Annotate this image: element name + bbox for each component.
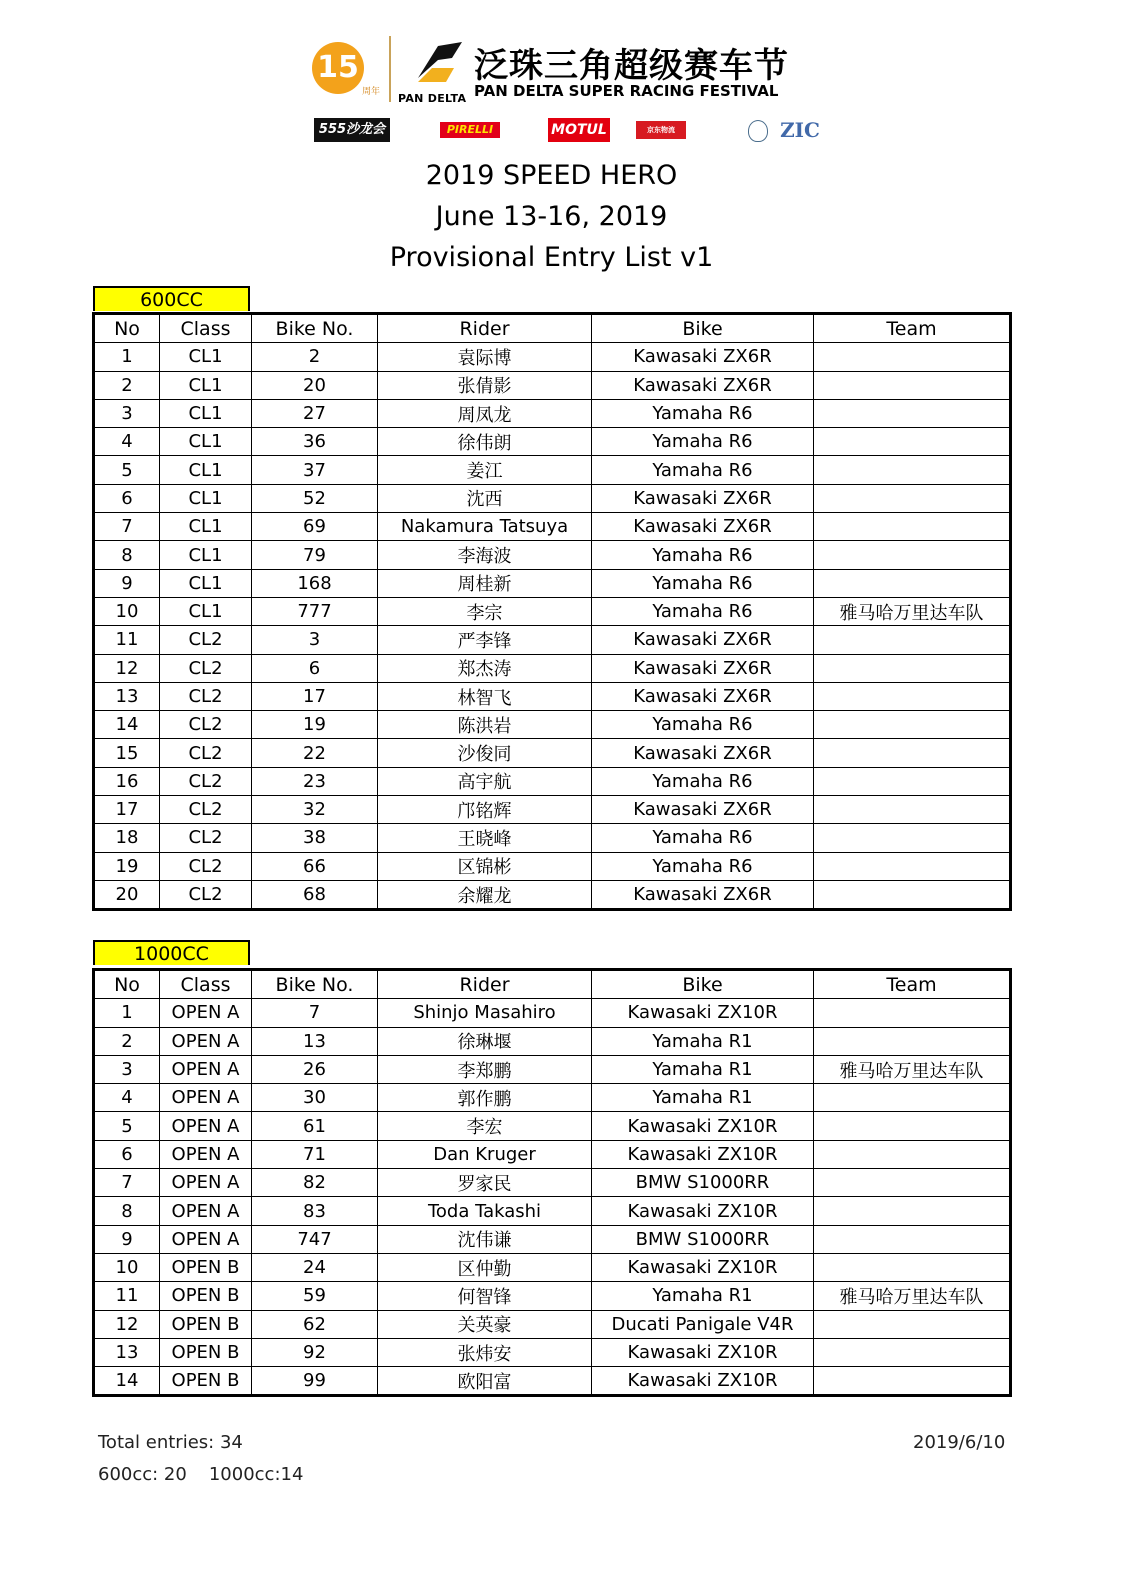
cell-team — [814, 1197, 1011, 1225]
cell-bike: Kawasaki ZX6R — [592, 484, 814, 512]
cell-no: 2 — [94, 371, 160, 399]
cell-rider: 严李锋 — [378, 626, 592, 654]
column-header-bike-no: Bike No. — [252, 970, 378, 999]
cell-no: 8 — [94, 1197, 160, 1225]
cell-team — [814, 456, 1011, 484]
cell-bike-no: 13 — [252, 1027, 378, 1055]
cell-no: 10 — [94, 597, 160, 625]
cell-class: OPEN A — [160, 1197, 252, 1225]
cell-team — [814, 1367, 1011, 1396]
cell-rider: 李郑鹏 — [378, 1055, 592, 1083]
cell-bike-no: 23 — [252, 767, 378, 795]
cell-team — [814, 513, 1011, 541]
cell-bike: Kawasaki ZX10R — [592, 1197, 814, 1225]
cell-no: 9 — [94, 569, 160, 597]
cell-rider: 姜江 — [378, 456, 592, 484]
pan-delta-logo — [398, 38, 466, 108]
cell-rider: 罗家民 — [378, 1169, 592, 1197]
cell-rider: 林智飞 — [378, 682, 592, 710]
cell-rider: 区锦彬 — [378, 852, 592, 880]
cell-class: OPEN A — [160, 1084, 252, 1112]
cell-no: 9 — [94, 1225, 160, 1253]
cell-rider: 李宗 — [378, 597, 592, 625]
cell-class: OPEN A — [160, 1225, 252, 1253]
cell-bike-no: 68 — [252, 880, 378, 909]
cell-bike-no: 168 — [252, 569, 378, 597]
cell-rider: 郭作鹏 — [378, 1084, 592, 1112]
column-header-team: Team — [814, 970, 1011, 999]
cell-team: 雅马哈万里达车队 — [814, 597, 1011, 625]
cell-team — [814, 371, 1011, 399]
cell-bike: Kawasaki ZX10R — [592, 1112, 814, 1140]
table-row — [94, 880, 1011, 909]
cell-no: 8 — [94, 541, 160, 569]
table-row — [94, 654, 1011, 682]
cell-class: CL1 — [160, 513, 252, 541]
table-header-row — [94, 314, 1011, 343]
cell-team — [814, 852, 1011, 880]
sponsor-555-logo: 555沙龙会 — [314, 118, 390, 142]
emblem-icon — [748, 120, 768, 142]
column-header-class: Class — [160, 970, 252, 999]
cell-bike: Kawasaki ZX6R — [592, 513, 814, 541]
cell-class: OPEN A — [160, 1055, 252, 1083]
cell-no: 12 — [94, 654, 160, 682]
cell-no: 20 — [94, 880, 160, 909]
cell-bike-no: 2 — [252, 343, 378, 371]
cell-no: 2 — [94, 1027, 160, 1055]
cell-class: OPEN A — [160, 999, 252, 1027]
cell-no: 5 — [94, 456, 160, 484]
cell-no: 7 — [94, 1169, 160, 1197]
cell-rider: Dan Kruger — [378, 1140, 592, 1168]
cell-team — [814, 1112, 1011, 1140]
cell-rider: 徐伟朗 — [378, 428, 592, 456]
table-body-600cc — [94, 343, 1011, 910]
cell-bike: Kawasaki ZX10R — [592, 1253, 814, 1281]
cell-rider: 沙俊同 — [378, 739, 592, 767]
cell-bike-no: 24 — [252, 1253, 378, 1281]
table-row — [94, 1282, 1011, 1310]
cell-rider: 王晓峰 — [378, 824, 592, 852]
cell-team — [814, 1084, 1011, 1112]
cell-bike-no: 3 — [252, 626, 378, 654]
cell-class: CL2 — [160, 626, 252, 654]
cell-bike: Kawasaki ZX6R — [592, 343, 814, 371]
cell-class: CL1 — [160, 428, 252, 456]
cell-bike-no: 36 — [252, 428, 378, 456]
cell-bike-no: 30 — [252, 1084, 378, 1112]
anniversary-number: 15 — [312, 42, 364, 94]
cell-team — [814, 569, 1011, 597]
cell-class: CL2 — [160, 852, 252, 880]
count-1000cc: 1000cc:14 — [208, 1464, 304, 1485]
cell-class: CL2 — [160, 796, 252, 824]
total-entries: Total entries: 34 — [98, 1432, 243, 1453]
cell-no: 6 — [94, 1140, 160, 1168]
cell-bike-no: 27 — [252, 399, 378, 427]
cell-rider: 李宏 — [378, 1112, 592, 1140]
table-row — [94, 711, 1011, 739]
table-header-row — [94, 970, 1011, 999]
cell-team — [814, 626, 1011, 654]
table-row — [94, 1338, 1011, 1366]
cell-bike-no: 83 — [252, 1197, 378, 1225]
table-row — [94, 1027, 1011, 1055]
cell-rider: 邝铭辉 — [378, 796, 592, 824]
cell-no: 19 — [94, 852, 160, 880]
cell-class: CL1 — [160, 569, 252, 597]
cell-no: 7 — [94, 513, 160, 541]
table-row — [94, 343, 1011, 371]
cell-rider: 区仲勤 — [378, 1253, 592, 1281]
cell-team — [814, 1027, 1011, 1055]
event-dates: June 13-16, 2019 — [435, 201, 668, 232]
cell-no: 4 — [94, 1084, 160, 1112]
table-row — [94, 513, 1011, 541]
cell-bike: BMW S1000RR — [592, 1169, 814, 1197]
table-row — [94, 1253, 1011, 1281]
cell-bike: Yamaha R6 — [592, 456, 814, 484]
cell-rider: 袁际博 — [378, 343, 592, 371]
column-header-no: No — [94, 314, 160, 343]
festival-title-cn: 泛珠三角超级赛车节 — [474, 46, 789, 86]
cell-bike-no: 52 — [252, 484, 378, 512]
cell-rider: 沈西 — [378, 484, 592, 512]
cell-team — [814, 824, 1011, 852]
cell-team — [814, 399, 1011, 427]
cell-class: CL2 — [160, 739, 252, 767]
table-row — [94, 569, 1011, 597]
cell-team — [814, 711, 1011, 739]
cell-bike: Yamaha R1 — [592, 1055, 814, 1083]
cell-rider: 余耀龙 — [378, 880, 592, 909]
cell-bike-no: 26 — [252, 1055, 378, 1083]
cell-no: 3 — [94, 399, 160, 427]
table-row — [94, 682, 1011, 710]
cell-bike-no: 69 — [252, 513, 378, 541]
cell-rider: 徐琳堰 — [378, 1027, 592, 1055]
cell-class: CL1 — [160, 371, 252, 399]
cell-team: 雅马哈万里达车队 — [814, 1282, 1011, 1310]
cell-team — [814, 484, 1011, 512]
table-row — [94, 371, 1011, 399]
cell-rider: 欧阳富 — [378, 1367, 592, 1396]
cell-no: 14 — [94, 711, 160, 739]
cell-team — [814, 682, 1011, 710]
logo-divider — [389, 36, 391, 102]
column-header-bike: Bike — [592, 314, 814, 343]
entry-table-1000cc — [92, 968, 1012, 1397]
cell-rider: 陈洪岩 — [378, 711, 592, 739]
cell-bike: Kawasaki ZX6R — [592, 796, 814, 824]
cell-class: OPEN B — [160, 1310, 252, 1338]
column-header-bike-no: Bike No. — [252, 314, 378, 343]
cell-team — [814, 343, 1011, 371]
cell-bike-no: 777 — [252, 597, 378, 625]
cell-team — [814, 1140, 1011, 1168]
cell-rider: 关英豪 — [378, 1310, 592, 1338]
cell-rider: 周桂新 — [378, 569, 592, 597]
cell-no: 1 — [94, 999, 160, 1027]
cell-bike-no: 32 — [252, 796, 378, 824]
cell-team — [814, 1253, 1011, 1281]
cell-bike: Kawasaki ZX6R — [592, 682, 814, 710]
table-row — [94, 1367, 1011, 1396]
cell-bike-no: 17 — [252, 682, 378, 710]
cell-bike-no: 61 — [252, 1112, 378, 1140]
cell-rider: Shinjo Masahiro — [378, 999, 592, 1027]
cell-team — [814, 767, 1011, 795]
cell-bike-no: 7 — [252, 999, 378, 1027]
cell-rider: 张炜安 — [378, 1338, 592, 1366]
cell-class: CL1 — [160, 597, 252, 625]
cell-no: 11 — [94, 626, 160, 654]
cell-rider: Nakamura Tatsuya — [378, 513, 592, 541]
cell-bike: Yamaha R6 — [592, 852, 814, 880]
list-date: 2019/6/10 — [913, 1432, 1006, 1453]
table-row — [94, 484, 1011, 512]
cell-bike: Yamaha R6 — [592, 399, 814, 427]
cell-bike: Yamaha R6 — [592, 428, 814, 456]
cell-bike-no: 59 — [252, 1282, 378, 1310]
cell-bike: BMW S1000RR — [592, 1225, 814, 1253]
cell-bike: Kawasaki ZX6R — [592, 880, 814, 909]
cell-class: OPEN B — [160, 1338, 252, 1366]
cell-class: OPEN A — [160, 1140, 252, 1168]
cell-class: OPEN B — [160, 1367, 252, 1396]
pirelli-logo: PIRELLI — [440, 122, 500, 138]
table-row — [94, 1225, 1011, 1253]
cell-rider: 沈伟谦 — [378, 1225, 592, 1253]
cell-no: 3 — [94, 1055, 160, 1083]
cell-team — [814, 796, 1011, 824]
cell-team — [814, 541, 1011, 569]
table-row — [94, 1310, 1011, 1338]
table-row — [94, 739, 1011, 767]
cell-class: OPEN B — [160, 1282, 252, 1310]
cell-no: 15 — [94, 739, 160, 767]
column-header-bike: Bike — [592, 970, 814, 999]
table-row — [94, 597, 1011, 625]
cell-no: 12 — [94, 1310, 160, 1338]
cell-bike-no: 62 — [252, 1310, 378, 1338]
column-header-class: Class — [160, 314, 252, 343]
cell-bike: Yamaha R1 — [592, 1027, 814, 1055]
cell-no: 18 — [94, 824, 160, 852]
event-title: 2019 SPEED HERO — [425, 160, 678, 191]
cell-class: CL1 — [160, 399, 252, 427]
table-row — [94, 796, 1011, 824]
cell-no: 16 — [94, 767, 160, 795]
cell-team — [814, 1225, 1011, 1253]
festival-title-en: PAN DELTA SUPER RACING FESTIVAL — [474, 82, 779, 100]
anniversary-label: 周年 — [362, 87, 381, 97]
cell-bike: Yamaha R1 — [592, 1084, 814, 1112]
cell-no: 17 — [94, 796, 160, 824]
pan-delta-brand-text: PAN DELTA — [398, 92, 467, 105]
table-row — [94, 824, 1011, 852]
table-row — [94, 456, 1011, 484]
cell-bike: Kawasaki ZX6R — [592, 371, 814, 399]
table-row — [94, 1197, 1011, 1225]
cell-bike: Yamaha R6 — [592, 569, 814, 597]
cell-bike: Kawasaki ZX10R — [592, 1367, 814, 1396]
cell-bike-no: 747 — [252, 1225, 378, 1253]
cell-class: CL1 — [160, 484, 252, 512]
table-row — [94, 852, 1011, 880]
cell-no: 10 — [94, 1253, 160, 1281]
cell-team — [814, 1338, 1011, 1366]
cell-class: OPEN B — [160, 1253, 252, 1281]
cell-team — [814, 880, 1011, 909]
cell-no: 4 — [94, 428, 160, 456]
cell-rider: Toda Takashi — [378, 1197, 592, 1225]
cell-class: CL2 — [160, 654, 252, 682]
cell-class: CL2 — [160, 880, 252, 909]
cell-bike: Yamaha R6 — [592, 711, 814, 739]
cell-no: 14 — [94, 1367, 160, 1396]
cell-bike: Kawasaki ZX6R — [592, 626, 814, 654]
cell-team: 雅马哈万里达车队 — [814, 1055, 1011, 1083]
cell-bike-no: 38 — [252, 824, 378, 852]
cell-team — [814, 739, 1011, 767]
cell-class: OPEN A — [160, 1027, 252, 1055]
page-header — [0, 30, 1123, 110]
cell-bike-no: 19 — [252, 711, 378, 739]
cell-bike: Yamaha R6 — [592, 597, 814, 625]
cell-no: 11 — [94, 1282, 160, 1310]
cell-rider: 张倩影 — [378, 371, 592, 399]
cell-bike: Yamaha R1 — [592, 1282, 814, 1310]
cell-no: 6 — [94, 484, 160, 512]
category-tag-600cc: 600CC — [93, 286, 250, 311]
cell-bike-no: 20 — [252, 371, 378, 399]
column-header-rider: Rider — [378, 970, 592, 999]
cell-bike: Kawasaki ZX10R — [592, 1140, 814, 1168]
cell-class: OPEN A — [160, 1169, 252, 1197]
cell-bike: Yamaha R6 — [592, 767, 814, 795]
table-row — [94, 1055, 1011, 1083]
cell-class: CL2 — [160, 682, 252, 710]
jd-logistics-logo: 京东物流 — [636, 121, 686, 139]
cell-class: OPEN A — [160, 1112, 252, 1140]
table-row — [94, 1084, 1011, 1112]
table-row — [94, 399, 1011, 427]
cell-team — [814, 999, 1011, 1027]
entry-table-600cc — [92, 312, 1012, 911]
zic-logo: ZIC — [780, 118, 820, 142]
cell-team — [814, 1310, 1011, 1338]
cell-bike: Kawasaki ZX10R — [592, 1338, 814, 1366]
cell-rider: 高宇航 — [378, 767, 592, 795]
table-row — [94, 999, 1011, 1027]
cell-rider: 周凤龙 — [378, 399, 592, 427]
cell-bike-no: 71 — [252, 1140, 378, 1168]
cell-bike-no: 79 — [252, 541, 378, 569]
column-header-no: No — [94, 970, 160, 999]
cell-team — [814, 428, 1011, 456]
cell-class: CL1 — [160, 541, 252, 569]
table-row — [94, 1140, 1011, 1168]
cell-rider: 何智锋 — [378, 1282, 592, 1310]
cell-rider: 郑杰涛 — [378, 654, 592, 682]
column-header-team: Team — [814, 314, 1011, 343]
cell-no: 13 — [94, 682, 160, 710]
class-split — [98, 1464, 325, 1485]
pan-delta-mark-icon — [412, 38, 466, 88]
motul-logo: MOTUL — [548, 118, 610, 142]
sponsor-strip — [0, 114, 1123, 148]
table-row — [94, 1169, 1011, 1197]
cell-bike: Yamaha R6 — [592, 824, 814, 852]
table-row — [94, 626, 1011, 654]
cell-class: CL2 — [160, 824, 252, 852]
table-row — [94, 428, 1011, 456]
cell-bike-no: 22 — [252, 739, 378, 767]
cell-bike: Yamaha R6 — [592, 541, 814, 569]
anniversary-logo — [312, 40, 382, 102]
cell-bike-no: 82 — [252, 1169, 378, 1197]
cell-bike-no: 92 — [252, 1338, 378, 1366]
cell-bike-no: 99 — [252, 1367, 378, 1396]
cell-bike: Kawasaki ZX6R — [592, 739, 814, 767]
cell-class: CL2 — [160, 711, 252, 739]
cell-bike: Ducati Panigale V4R — [592, 1310, 814, 1338]
cell-class: CL2 — [160, 767, 252, 795]
cell-class: CL1 — [160, 456, 252, 484]
table-body-1000cc — [94, 999, 1011, 1396]
cell-bike: Kawasaki ZX10R — [592, 999, 814, 1027]
cell-bike-no: 6 — [252, 654, 378, 682]
cell-class: CL1 — [160, 343, 252, 371]
category-tag-1000cc: 1000CC — [93, 940, 250, 965]
cell-team — [814, 1169, 1011, 1197]
cell-no: 1 — [94, 343, 160, 371]
cell-rider: 李海波 — [378, 541, 592, 569]
table-row — [94, 541, 1011, 569]
table-row — [94, 1112, 1011, 1140]
cell-no: 5 — [94, 1112, 160, 1140]
cell-bike-no: 66 — [252, 852, 378, 880]
cell-bike: Kawasaki ZX6R — [592, 654, 814, 682]
count-600cc: 600cc: 20 — [98, 1464, 187, 1485]
cell-team — [814, 654, 1011, 682]
cell-bike-no: 37 — [252, 456, 378, 484]
list-title: Provisional Entry List v1 — [389, 242, 714, 273]
cell-no: 13 — [94, 1338, 160, 1366]
column-header-rider: Rider — [378, 314, 592, 343]
table-row — [94, 767, 1011, 795]
